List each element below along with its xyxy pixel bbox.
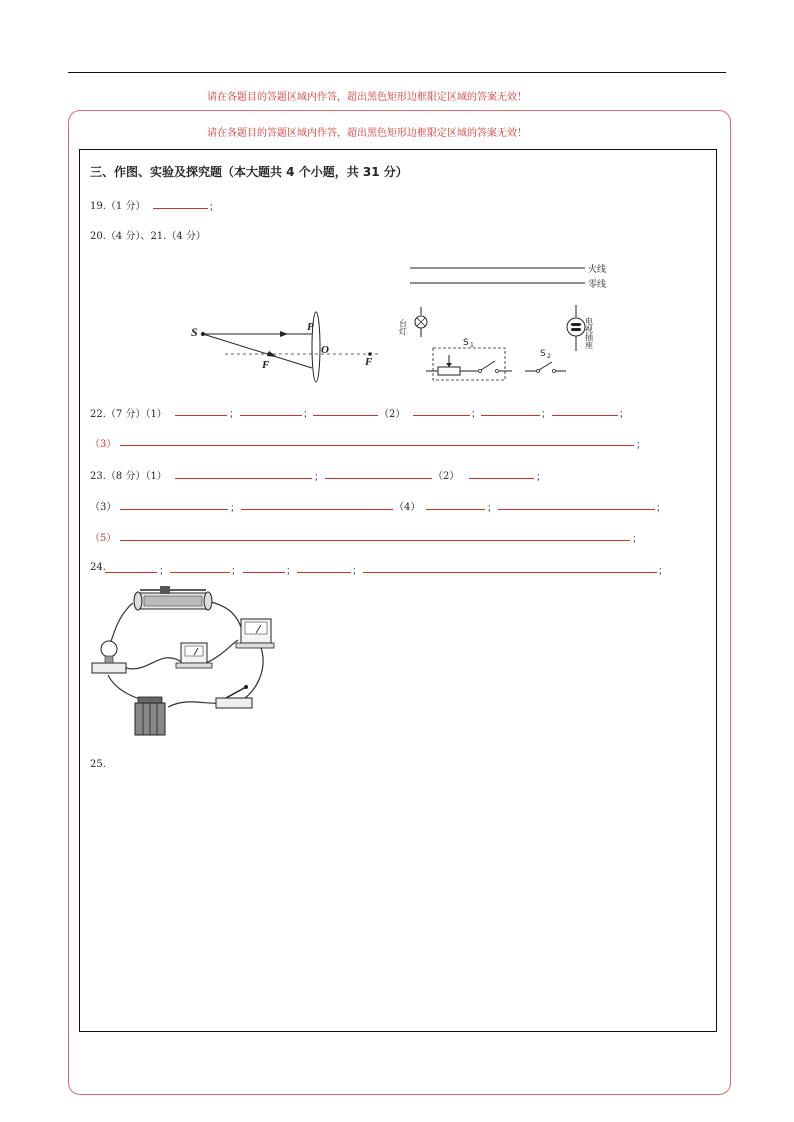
q24-blank-4[interactable] (297, 572, 351, 573)
q22-blank-5[interactable] (481, 415, 540, 416)
tv-socket-symbol (567, 318, 585, 336)
q23-blank-6[interactable] (426, 509, 485, 510)
focus-left-dot (267, 352, 271, 356)
section-title: 三、作图、实验及探究题（本大题共 4 个小题，共 31 分） (90, 165, 408, 179)
ray-arrow-parallel (280, 331, 288, 337)
experiment-apparatus-drawing[interactable] (88, 585, 288, 745)
svg-text:1: 1 (470, 342, 474, 349)
label-o: O (321, 344, 329, 356)
lens-ray-diagram[interactable] (185, 310, 385, 385)
bulb-base (92, 663, 126, 673)
q23-part5-label: （5） (90, 533, 117, 544)
household-circuit-diagram[interactable] (400, 255, 620, 385)
q19-answer-blank[interactable] (153, 208, 208, 209)
q22-part2-label: （2） (379, 409, 406, 420)
q23-blank-5[interactable] (241, 509, 393, 510)
q24-blank-3[interactable] (243, 572, 285, 573)
q24-blank-5[interactable] (363, 572, 657, 573)
question-19-label: 19.（1 分） (90, 201, 146, 212)
q22-blank-6[interactable] (552, 415, 618, 416)
top-rule (68, 72, 726, 73)
q22-blank-1[interactable] (175, 415, 227, 416)
knife-switch (216, 698, 252, 708)
switch-s1-label: S (463, 338, 469, 348)
q22-blank-4[interactable] (413, 415, 470, 416)
light-bulb (101, 641, 117, 657)
ray-through-focus (203, 334, 312, 368)
q25-answer-area[interactable] (90, 775, 705, 1025)
live-wire-label: 火线 (588, 265, 607, 275)
q22-blank-2[interactable] (240, 415, 302, 416)
q22-blank-7[interactable] (120, 445, 634, 446)
question-25-label: 25. (90, 759, 106, 770)
tv-socket-label: 电视插座 (584, 317, 594, 349)
label-f-right: F (365, 356, 373, 368)
q23-blank-3[interactable] (469, 478, 534, 479)
warning-outer: 请在各题目的答题区域内作答，超出黑色矩形边框限定区域的答案无效！ (207, 92, 527, 103)
q23-part2-label: （2） (433, 471, 460, 482)
q24-blank-2[interactable] (170, 572, 230, 573)
q23-blank-1[interactable] (175, 478, 312, 479)
q22-part3-label: （3） (90, 439, 117, 450)
q23-blank-7[interactable] (498, 509, 655, 510)
q23-blank-2[interactable] (325, 478, 432, 479)
switch-s1-blade (481, 361, 495, 370)
q23-blank-8[interactable] (120, 540, 630, 541)
label-f-left: F (262, 359, 270, 371)
q24-blank-1[interactable] (105, 572, 157, 573)
question-22-label: 22.（7 分）（1） (90, 409, 167, 420)
question-20-21-label: 20.（4 分）、21.（4 分） (90, 231, 206, 242)
q23-blank-4[interactable] (120, 509, 228, 510)
question-23-label: 23.（8 分）（1） (90, 471, 167, 482)
switch-s2-label: S (540, 349, 546, 359)
rheostat-symbol (438, 367, 460, 375)
label-p: P (307, 321, 314, 333)
warning-inner: 请在各题目的答题区域内作答，超出黑色矩形边框限定区域的答案无效！ (207, 128, 527, 139)
q23-part3-label: （3） (90, 502, 117, 513)
lamp-label: 台灯 (398, 319, 408, 335)
label-s: S (191, 325, 198, 339)
neutral-wire-label: 零线 (588, 280, 607, 290)
svg-text:2: 2 (547, 353, 551, 360)
q23-part4-label: （4） (394, 502, 421, 513)
q22-blank-3[interactable] (313, 415, 378, 416)
switch-s2-blade (539, 362, 552, 370)
question-24-label: 24. (90, 562, 106, 573)
